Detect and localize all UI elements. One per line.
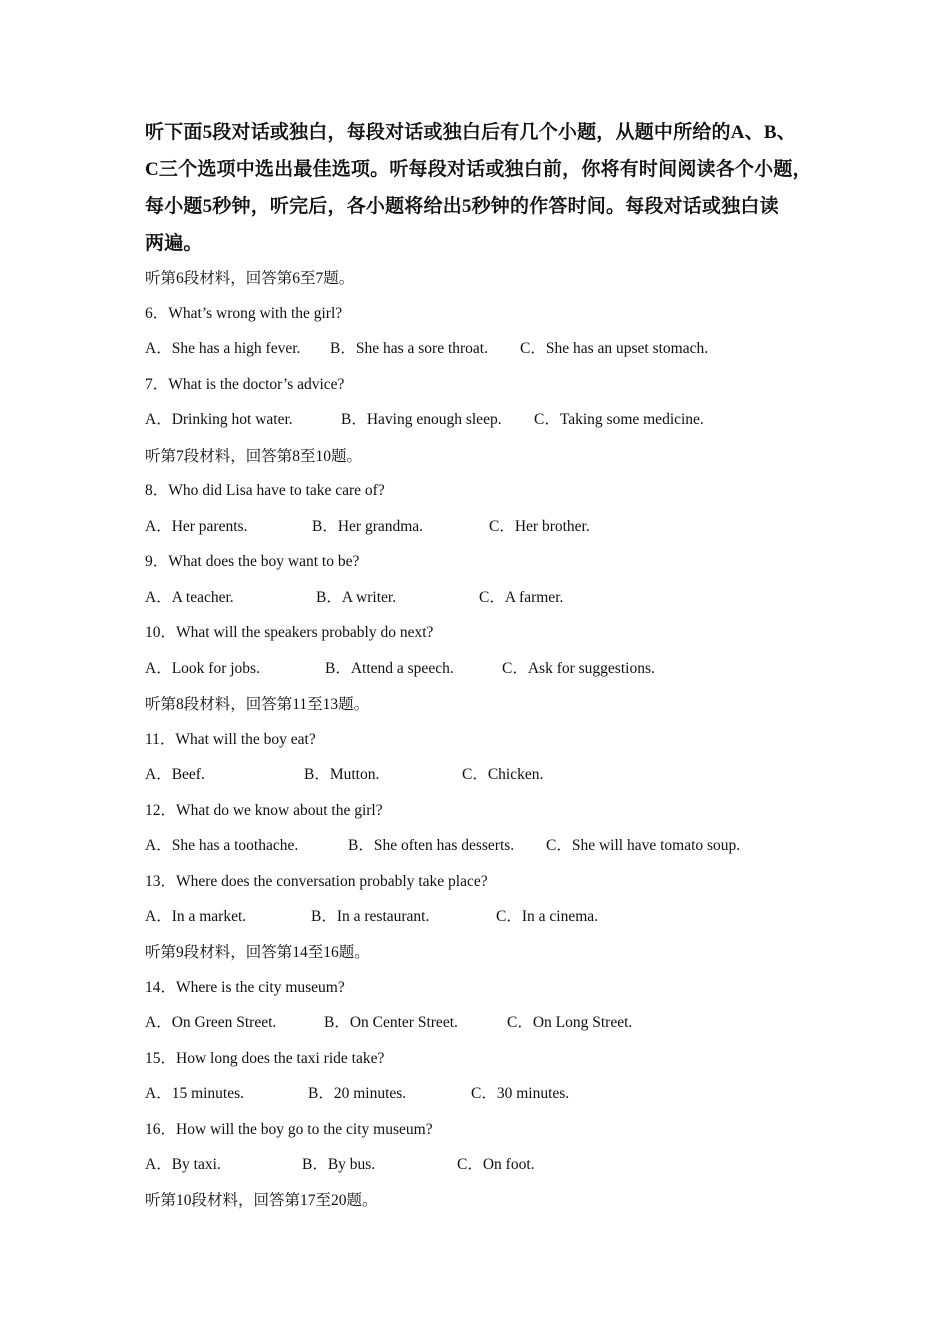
- options-row-16: [145, 1152, 845, 1174]
- option-a: A．A teacher.: [145, 589, 234, 606]
- question-stem-11: 11．What will the boy eat?: [145, 731, 316, 748]
- instructions-line-2: C三个选项中选出最佳选项。听每段对话或独白前，你将有时间阅读各个小题，: [145, 159, 812, 180]
- section-header-9: 听第9段材料，回答第14至16题。: [145, 944, 370, 961]
- option-c: C．Her brother.: [489, 518, 590, 535]
- question-stem-8: 8．Who did Lisa have to take care of?: [145, 482, 385, 499]
- option-b: B．By bus.: [302, 1156, 376, 1173]
- options-row-13: [145, 904, 845, 926]
- option-a: A．She has a high fever.: [145, 340, 301, 357]
- option-b: B．A writer.: [316, 589, 397, 606]
- option-b: B．Attend a speech.: [325, 660, 454, 677]
- question-stem-7: 7．What is the doctor’s advice?: [145, 376, 345, 393]
- option-c: C．A farmer.: [479, 589, 564, 606]
- option-a: A．In a market.: [145, 908, 247, 925]
- question-stem-14: 14．Where is the city museum?: [145, 979, 345, 996]
- option-c: C．She has an upset stomach.: [520, 340, 709, 357]
- options-row-11: [145, 762, 845, 784]
- section-header-10: 听第10段材料，回答第17至20题。: [145, 1192, 378, 1209]
- section-header-8: 听第8段材料，回答第11至13题。: [145, 696, 370, 713]
- option-a: A．Her parents.: [145, 518, 248, 535]
- option-b: B．Her grandma.: [312, 518, 424, 535]
- option-b: B．In a restaurant.: [311, 908, 430, 925]
- options-row-10: [145, 656, 845, 678]
- option-c: C．On Long Street.: [507, 1014, 633, 1031]
- option-a: A．Drinking hot water.: [145, 411, 293, 428]
- options-row-8: [145, 514, 845, 536]
- option-c: C．On foot.: [457, 1156, 535, 1173]
- option-b: B．20 minutes.: [308, 1085, 407, 1102]
- question-stem-10: 10．What will the speakers probably do next?: [145, 624, 434, 641]
- option-b: B．She often has desserts.: [348, 837, 515, 854]
- option-c: C．In a cinema.: [496, 908, 599, 925]
- question-stem-6: 6．What’s wrong with the girl?: [145, 305, 343, 322]
- option-a: A．15 minutes.: [145, 1085, 245, 1102]
- section-header-7: 听第7段材料，回答第8至10题。: [145, 448, 363, 465]
- option-b: B．Mutton.: [304, 766, 380, 783]
- instructions-line-3: 每小题5秒钟，听完后，各小题将给出5秒钟的作答时间。每段对话或独白读: [145, 196, 779, 217]
- section-header-6: 听第6段材料，回答第6至7题。: [145, 270, 355, 287]
- options-row-7: [145, 407, 845, 429]
- option-a: A．By taxi.: [145, 1156, 221, 1173]
- option-b: B．She has a sore throat.: [330, 340, 488, 357]
- question-stem-12: 12．What do we know about the girl?: [145, 802, 383, 819]
- options-row-15: [145, 1081, 845, 1103]
- instructions-line-4: 两遍。: [145, 233, 203, 254]
- options-row-6: [145, 336, 845, 358]
- option-a: A．Beef.: [145, 766, 205, 783]
- question-stem-13: 13．Where does the conversation probably take place?: [145, 873, 488, 890]
- question-stem-9: 9．What does the boy want to be?: [145, 553, 360, 570]
- option-c: C．Chicken.: [462, 766, 544, 783]
- question-stem-15: 15．How long does the taxi ride take?: [145, 1050, 385, 1067]
- option-c: C．30 minutes.: [471, 1085, 570, 1102]
- option-a: A．On Green Street.: [145, 1014, 277, 1031]
- options-row-12: [145, 833, 845, 855]
- instructions-line-1: 听下面5段对话或独白，每段对话或独白后有几个小题，从题中所给的A、B、: [145, 122, 796, 143]
- option-c: C．She will have tomato soup.: [546, 837, 741, 854]
- option-c: C．Taking some medicine.: [534, 411, 704, 428]
- option-a: A．She has a toothache.: [145, 837, 299, 854]
- option-c: C．Ask for suggestions.: [502, 660, 655, 677]
- options-row-9: [145, 585, 845, 607]
- option-b: B．Having enough sleep.: [341, 411, 502, 428]
- options-row-14: [145, 1010, 845, 1032]
- question-stem-16: 16．How will the boy go to the city museum?: [145, 1121, 433, 1138]
- option-a: A．Look for jobs.: [145, 660, 260, 677]
- option-b: B．On Center Street.: [324, 1014, 458, 1031]
